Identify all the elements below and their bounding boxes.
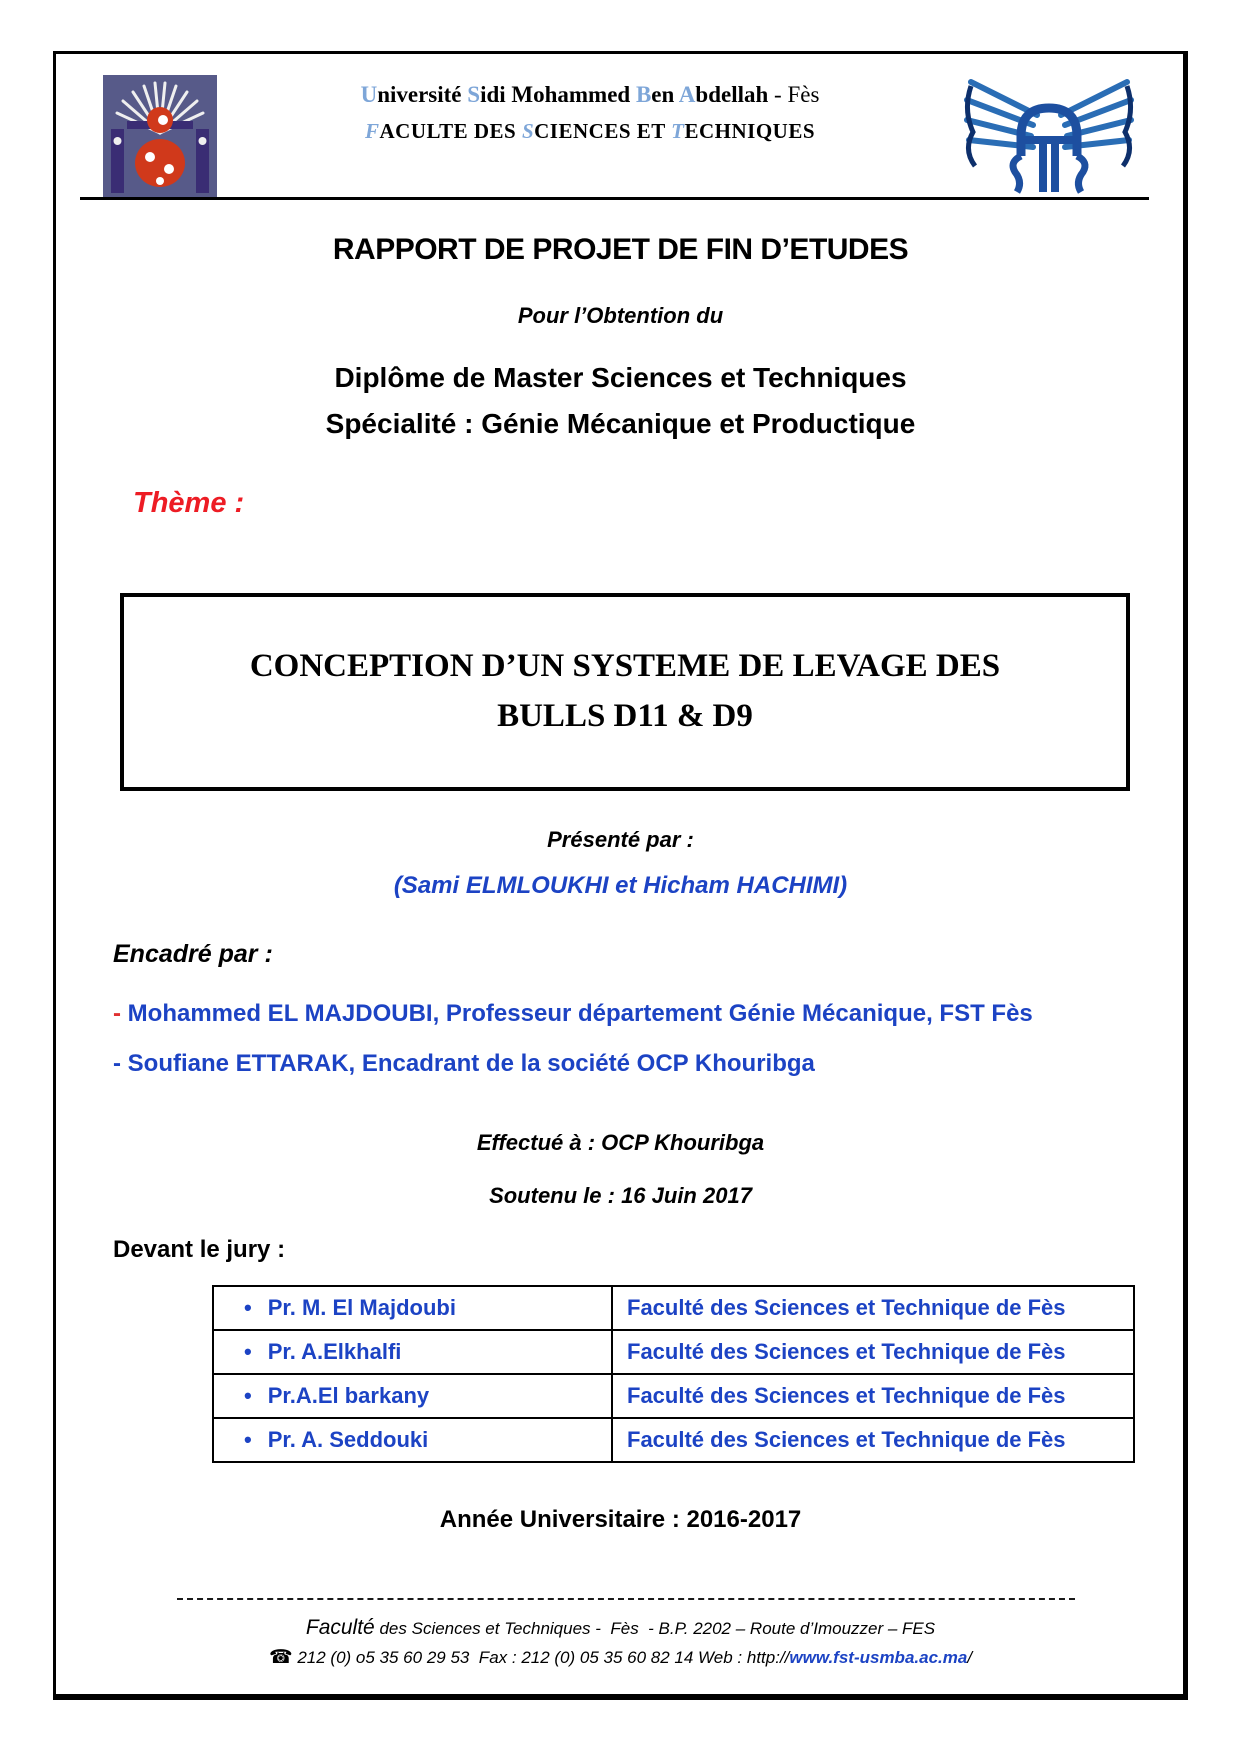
footer-contact-line	[0, 1646, 1241, 1669]
website-link[interactable]: www.fst-usmba.ac.ma	[789, 1648, 968, 1667]
faculty-name-part: ACULTE DES	[379, 119, 522, 143]
usmba-emblem-icon	[103, 75, 217, 200]
supervisor-1-dash: -	[113, 1000, 121, 1027]
jury-member-affiliation: Faculté des Sciences et Technique de Fès	[627, 1427, 1066, 1452]
defense-date: Soutenu le : 16 Juin 2017	[489, 1183, 752, 1208]
fst-logo	[959, 70, 1139, 197]
internship-location: Effectué à : OCP Khouribga	[476, 1130, 765, 1155]
supervisor-2: - Soufiane ETTARAK, Encadrant de la société OCP Khouribga	[113, 1050, 815, 1077]
jury-member-name-cell	[214, 1287, 613, 1329]
obtention-subtitle: Pour l’Obtention du	[517, 303, 724, 328]
report-title: RAPPORT DE PROJET DE FIN D’ETUDES	[332, 233, 909, 266]
faculty-name-part: T	[671, 119, 685, 143]
jury-member-name: Pr. M. El Majdoubi	[267, 1295, 456, 1320]
faculty-name	[280, 119, 900, 144]
university-name-part: en	[651, 82, 679, 107]
thesis-title-line1: CONCEPTION D’UN SYSTEME DE LEVAGE DES	[249, 648, 1001, 684]
footer-link-suffix: /	[967, 1648, 973, 1667]
faculty-name-part: CIENCES ET	[534, 119, 672, 143]
fst-monogram-icon	[959, 70, 1139, 197]
usmba-university-logo	[103, 75, 217, 200]
academic-year: Année Universitaire : 2016-2017	[439, 1506, 802, 1533]
jury-member-affiliation: Faculté des Sciences et Technique de Fès	[627, 1383, 1066, 1408]
faculty-name-part: F	[364, 119, 380, 143]
bullet-icon: •	[244, 1295, 252, 1320]
jury-member-name: Pr.A.El barkany	[267, 1383, 430, 1408]
header-text-block	[280, 82, 900, 144]
footer-phone-fax-text: 212 (0) o5 35 60 29 53 Fax : 212 (0) 05 35 60 82 14 Web : http://	[292, 1648, 790, 1667]
thesis-title-box	[120, 593, 1130, 791]
faculty-name-part: ECHNIQUES	[684, 119, 815, 143]
jury-member-name: Pr. A.Elkhalfi	[267, 1339, 402, 1364]
footer-address-text: des Sciences et Techniques - Fès - B.P. 2202 – Route d’Imouzzer – FES	[374, 1619, 936, 1638]
university-name-part: niversité	[377, 82, 468, 107]
specialty-title: Spécialité : Génie Mécanique et Productique	[325, 408, 916, 439]
jury-table-row	[214, 1287, 1133, 1331]
faculty-name-part: S	[521, 119, 535, 143]
jury-table-row	[214, 1331, 1133, 1375]
jury-table	[212, 1285, 1135, 1463]
jury-table-row	[214, 1375, 1133, 1419]
student-names: (Sami ELMLOUKHI et Hicham HACHIMI)	[393, 872, 848, 899]
dashed-separator	[177, 1598, 1075, 1600]
footer-address-line	[0, 1616, 1241, 1640]
jury-member-name-cell	[214, 1331, 613, 1373]
university-name-part: idi Mohammed	[480, 82, 636, 107]
jury-member-affiliation: Faculté des Sciences et Technique de Fès	[627, 1339, 1066, 1364]
bullet-icon: •	[244, 1427, 252, 1452]
header-divider	[80, 197, 1149, 200]
supervisor-1	[113, 1000, 1033, 1028]
supervised-by-label: Encadré par :	[113, 940, 273, 968]
jury-member-affiliation: Faculté des Sciences et Technique de Fès	[627, 1295, 1066, 1320]
bullet-icon: •	[244, 1339, 252, 1364]
jury-member-name: Pr. A. Seddouki	[267, 1427, 429, 1452]
theme-label: Thème :	[133, 487, 245, 519]
thesis-title-line2: BULLS D11 & D9	[497, 698, 753, 734]
university-name-part: U	[360, 82, 378, 107]
presented-by-label: Présenté par :	[547, 827, 694, 852]
bullet-icon: •	[244, 1383, 252, 1408]
university-city: - Fès	[768, 82, 820, 107]
jury-table-row	[214, 1419, 1133, 1461]
phone-icon: ☎	[268, 1647, 293, 1668]
supervisor-1-text: Mohammed EL MAJDOUBI, Professeur département Génie Mécanique, FST Fès	[121, 1000, 1033, 1027]
university-name-part: S	[467, 82, 481, 107]
jury-member-name-cell	[214, 1375, 613, 1417]
university-name-part: bdellah	[695, 82, 769, 107]
diploma-title: Diplôme de Master Sciences et Techniques	[334, 362, 907, 393]
university-name	[280, 82, 900, 108]
jury-member-name-cell	[214, 1419, 613, 1461]
jury-label: Devant le jury :	[113, 1236, 286, 1263]
footer-faculty-word: Faculté	[305, 1616, 375, 1639]
university-name-part: B	[635, 82, 652, 107]
university-name-part: A	[678, 82, 696, 107]
